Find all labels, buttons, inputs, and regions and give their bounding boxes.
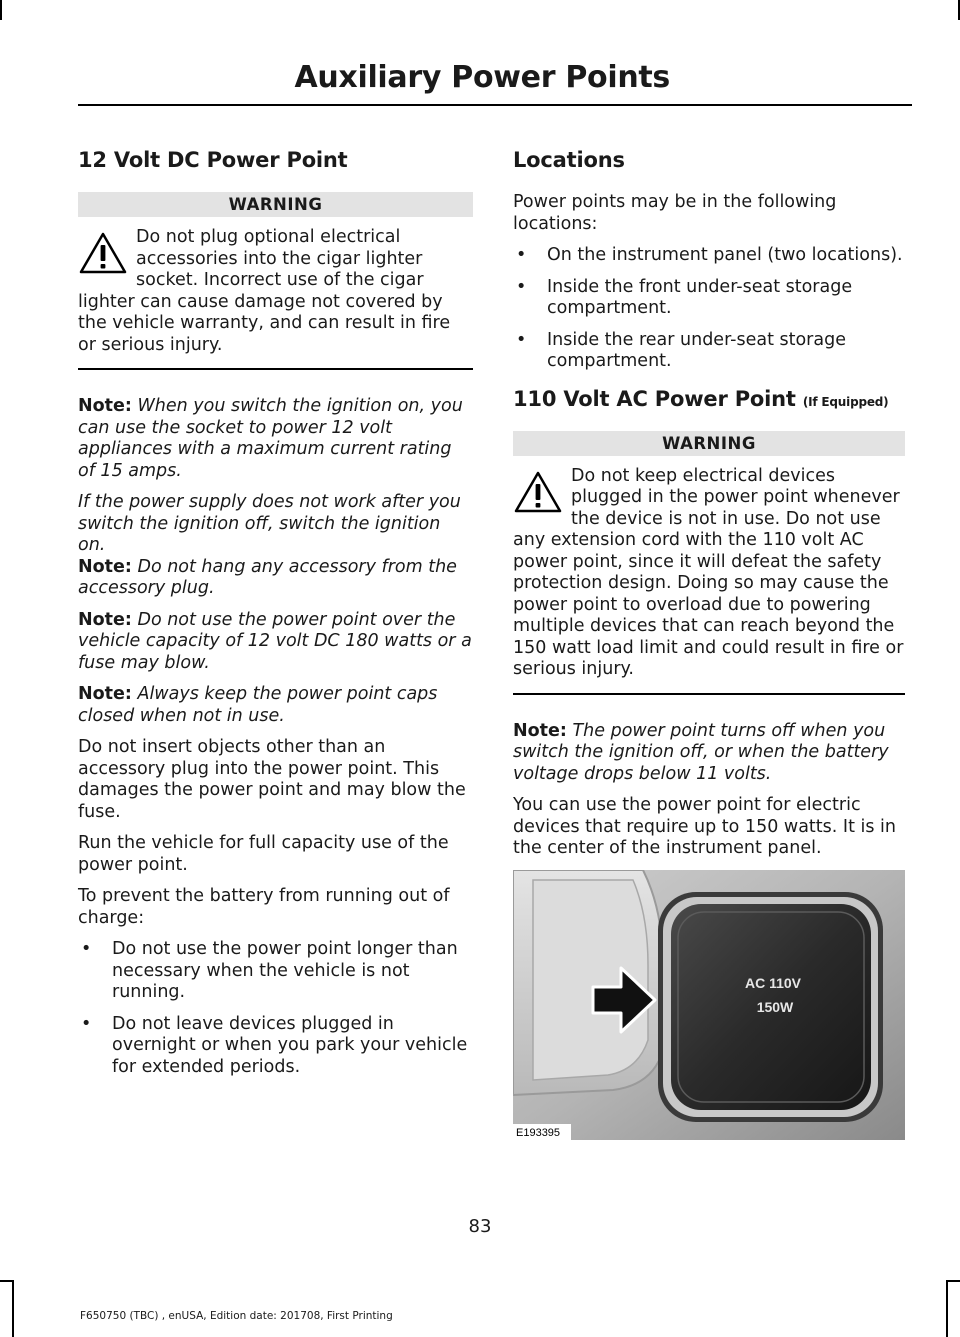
list-item: • Do not leave devices plugged in overnight or when you park your vehicle for extended periods. bbox=[81, 1013, 468, 1077]
warning-header: WARNING bbox=[78, 192, 473, 217]
power-point-photo bbox=[513, 870, 905, 1140]
para-150-watts: You can use the power point for electric devices that require up to 150 watts. It is in the center of the instrument panel. bbox=[513, 795, 896, 858]
note-caps: Note: Always keep the power point caps closed when not in use. bbox=[78, 684, 438, 726]
image-id: E193395 bbox=[516, 1126, 561, 1139]
warning-triangle-icon bbox=[78, 231, 128, 275]
list-item: • On the instrument panel (two locations). bbox=[516, 245, 903, 265]
section-heading-12v: 12 Volt DC Power Point bbox=[78, 148, 348, 172]
crop-mark-bottom-right-h bbox=[946, 1280, 960, 1282]
power-point-illustration bbox=[513, 870, 905, 1140]
page-title: Auxiliary Power Points bbox=[294, 60, 670, 95]
page-number: 83 bbox=[468, 1216, 492, 1237]
warning-box bbox=[513, 466, 905, 695]
warning-text: Do not keep electrical devices plugged in the power point whenever the device is not in use. Do not use any extension cord with the 110 volt AC power point, since it will defeat the safety protection design. Doing so may cause the power point to overload due to powering multiple devices that can reach beyond the 150 watt load limit and could result in fire or serious injury. bbox=[513, 465, 904, 679]
italic-ignition-para: If the power supply does not work after you switch the ignition off, switch the ignition on. bbox=[78, 492, 461, 555]
crop-mark-bottom-left-h bbox=[0, 1280, 14, 1282]
crop-mark-top-left bbox=[0, 0, 2, 20]
warning-box bbox=[78, 227, 473, 370]
para-run-vehicle: Run the vehicle for full capacity use of the power point. bbox=[78, 833, 449, 875]
note-hang: Note: Do not hang any accessory from the accessory plug. bbox=[78, 556, 457, 598]
section-heading-110v: 110 Volt AC Power Point (If Equipped) bbox=[513, 386, 889, 411]
para-insert-objects: Do not insert objects other than an accessory plug into the power point. This damages the power point and may blow the fuse. bbox=[78, 737, 466, 822]
battery-tips-list bbox=[78, 939, 473, 1078]
locations-intro: Power points may be in the following locations: bbox=[513, 192, 837, 234]
note-power-off: Note: The power point turns off when you switch the ignition off, or when the battery voltage drops below 11 volts. bbox=[513, 720, 889, 784]
cover-label-150w: 150W bbox=[756, 998, 794, 1015]
crop-mark-bottom-left bbox=[12, 1280, 14, 1337]
list-item: • Inside the front under-seat storage compartment. bbox=[516, 276, 853, 318]
warning-header: WARNING bbox=[513, 431, 905, 456]
note-capacity: Note: Do not use the power point over the vehicle capacity of 12 volt DC 180 watts or a fuse may blow. bbox=[78, 609, 472, 673]
crop-mark-bottom-right bbox=[946, 1280, 948, 1337]
locations-list bbox=[513, 245, 905, 373]
left-column bbox=[78, 140, 473, 1090]
cover-label-ac-110v: AC 110V bbox=[744, 974, 802, 991]
right-column bbox=[513, 140, 905, 1140]
warning-text: Do not plug optional electrical accessories into the cigar lighter socket. Incorrect use of the cigar lighter can cause damage not covered by the vehicle warranty, and can result in fire or serious injury. bbox=[78, 227, 451, 355]
note-ignition: Note: When you switch the ignition on, you can use the socket to power 12 volt appliances with a maximum current rating of 15 amps. bbox=[78, 396, 463, 481]
header-rule bbox=[78, 104, 912, 106]
footer-edition: F650750 (TBC) , enUSA, Edition date: 201708, First Printing bbox=[80, 1310, 393, 1322]
para-prevent-battery: To prevent the battery from running out of charge: bbox=[78, 886, 450, 928]
section-heading-locations: Locations bbox=[513, 148, 625, 172]
warning-triangle-icon bbox=[513, 470, 563, 514]
list-item: • Inside the rear under-seat storage compartment. bbox=[516, 329, 846, 371]
list-item: • Do not use the power point longer than necessary when the vehicle is not running. bbox=[81, 939, 458, 1002]
